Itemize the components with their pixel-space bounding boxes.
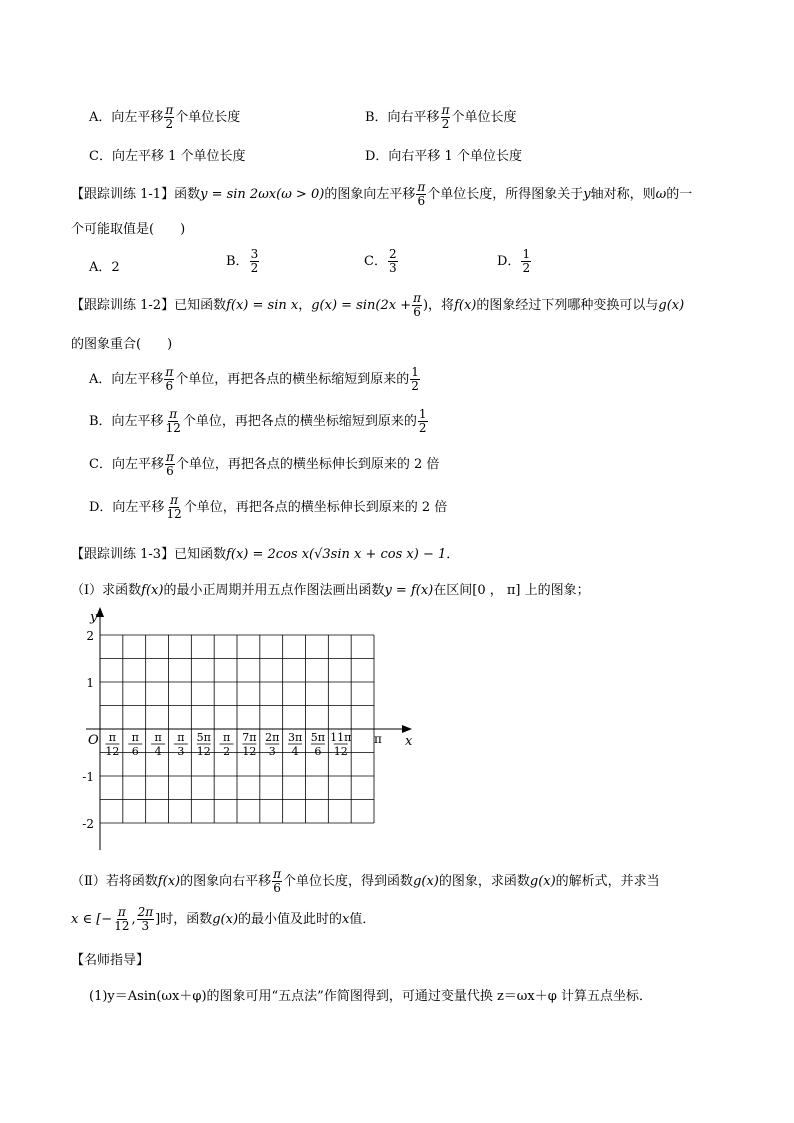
y-tick-label: 1 — [86, 676, 94, 690]
math-expression: y — [583, 187, 591, 202]
math-expression: g(x) — [658, 298, 685, 313]
training-1-1-stem-line2: 个可能取值是( ) — [71, 222, 186, 237]
option-a-label: A．向左平移 — [89, 110, 164, 125]
guide-text: (1)y＝Asin(ωx＋φ)的图象可用“五点法”作简图得到，可通过变量代换 z＝ωx＋φ 计算五点坐标． — [89, 989, 652, 1004]
stem-text: 个单位长度，所得图象关于 — [427, 187, 584, 202]
math-expression: ) — [422, 298, 429, 313]
option-text: 个单位，再把各点的横坐标伸长到原来的 2 倍 — [183, 500, 448, 515]
math-expression: g(x) = sin(2x + — [311, 298, 412, 313]
shift-fraction: $\frac{\pi}{6}$ — [273, 867, 282, 895]
t11-option-d — [497, 248, 532, 275]
math-expression: g(x) — [413, 874, 439, 889]
option-label: B． — [226, 254, 249, 269]
x-tick-denominator: 12 — [333, 745, 348, 758]
option-label: D．向左平移 — [89, 500, 165, 515]
part-label: （Ⅱ）若将函数 — [71, 874, 158, 889]
option-a-unit: 个单位长度 — [175, 110, 241, 125]
g-fraction: $\frac{\pi}{6}$ — [413, 291, 421, 319]
guide-title: 【名师指导】 — [71, 953, 150, 968]
stem-text: 的图象经过下列哪种变换可以与 — [476, 298, 659, 313]
stem-text: ，将 — [428, 298, 455, 313]
option-fraction: $\frac{\pi}{6}$ — [165, 365, 174, 393]
stem-text: ， — [298, 298, 312, 313]
stem-text: 已知函数 — [174, 547, 227, 562]
stem-text: 的最小值及此时的 — [238, 912, 343, 927]
x-tick-numerator: π — [177, 731, 185, 744]
x-tick-numerator: π — [131, 731, 139, 744]
training-tag: 【跟踪训练 1-2】 — [71, 298, 175, 313]
math-expression: f(x) — [454, 298, 477, 313]
x-tick-denominator: 6 — [131, 745, 139, 758]
interval-fraction-2: $\frac{2\pi}{3}$ — [137, 905, 154, 933]
math-expression: f(x) = 2cos x(√3sin x + cos x) − 1 — [226, 547, 447, 562]
stem-text: 个单位长度，得到函数 — [283, 874, 414, 889]
option-label: C． — [364, 254, 387, 269]
option-fraction: $\frac{\pi}{6}$ — [165, 450, 174, 478]
stem-text: 的解析式，并求当 — [555, 874, 660, 889]
math-expression: ω — [655, 187, 667, 202]
x-tick-denominator: 3 — [177, 745, 185, 758]
x-tick-denominator: 12 — [242, 745, 257, 758]
math-expression: g(x) — [529, 874, 556, 889]
part-2-text-line2 — [71, 906, 375, 933]
x-tick-denominator: 4 — [154, 745, 162, 758]
stem-text: 的图象向右平移 — [180, 874, 272, 889]
math-expression: g(x) — [212, 912, 239, 927]
option-text: 个单位，再把各点的横坐标缩短到原来的 — [182, 414, 417, 429]
option-a-fraction: $\frac{\pi}{2}$ — [165, 103, 174, 131]
option-label: D． — [497, 254, 521, 269]
x-tick-denominator: 12 — [196, 745, 211, 758]
x-tick-labels — [105, 731, 351, 758]
option-text: 个单位，再把各点的横坐标缩短到原来的 — [175, 372, 410, 387]
t11-option-c — [364, 248, 399, 275]
option-b-label: B．向右平移 — [365, 110, 440, 125]
x-tick-numerator: π — [222, 731, 231, 744]
x-axis-label: x — [405, 734, 413, 749]
option-d: D．向右平移 1 个单位长度 — [365, 149, 522, 164]
math-expression: x — [342, 912, 350, 927]
option-label: A．向左平移 — [89, 372, 164, 387]
option-fraction: $\frac{3}{2}$ — [250, 247, 259, 275]
ratio-fraction: $\frac{1}{2}$ — [418, 407, 427, 435]
x-axis-arrow — [402, 725, 412, 733]
x-tick-numerator: 3π — [287, 731, 303, 744]
stem-text: 在区间[0 ， π] 上的图象； — [433, 583, 590, 598]
interval-fraction-1: $\frac{\pi}{12}$ — [114, 905, 130, 933]
x-tick-numerator: 5π — [310, 731, 326, 744]
x-tick-numerator: 5π — [196, 731, 211, 744]
stem-text: 的一 — [666, 187, 693, 202]
stem-text: 轴对称，则 — [590, 187, 656, 202]
y-tick-labels — [82, 629, 94, 831]
training-tag: 【跟踪训练 1-1】 — [71, 187, 175, 202]
option-fraction: $\frac{2}{3}$ — [388, 247, 397, 275]
t11-option-a: A．2 — [89, 260, 120, 275]
stem-text: 函数 — [174, 187, 201, 202]
y-tick-label: -1 — [82, 770, 94, 784]
y-axis-label: y — [90, 610, 98, 625]
x-tick-numerator: 11π — [330, 731, 352, 744]
part-label: （Ⅰ）求函数 — [71, 583, 142, 598]
stem-text: ． — [446, 547, 460, 562]
t12-option-a — [89, 366, 421, 393]
math-expression: y = f(x) — [384, 583, 434, 598]
math-expression: x ∈ [− — [71, 912, 113, 927]
coordinate-grid — [78, 605, 418, 850]
y-tick-label: 2 — [86, 629, 94, 643]
option-label: C．向左平移 — [89, 457, 164, 472]
part-2-text — [71, 868, 660, 895]
option-fraction: $\frac{\pi}{12}$ — [165, 407, 181, 435]
x-tick-numerator: π — [108, 731, 117, 744]
stem-text: 值． — [349, 912, 376, 927]
x-tick-denominator: 3 — [268, 745, 276, 758]
x-tick-denominator: 4 — [291, 745, 299, 758]
option-text: 个单位，再把各点的横坐标伸长到原来的 2 倍 — [175, 457, 440, 472]
origin-label: O — [88, 733, 99, 748]
math-expression: f(x) = sin x — [226, 298, 299, 313]
ratio-fraction: $\frac{1}{2}$ — [411, 365, 419, 393]
t11-option-b — [226, 248, 260, 275]
math-expression: f(x) — [157, 874, 181, 889]
option-c: C．向左平移 1 个单位长度 — [89, 149, 246, 164]
x-tick-numerator: 7π — [242, 731, 257, 744]
stem-text: 的图象向左平移 — [324, 187, 416, 202]
option-fraction: $\frac{\pi}{12}$ — [166, 493, 182, 521]
t12-option-c — [89, 451, 439, 478]
t12-option-b — [89, 408, 429, 435]
math-expression: , — [131, 912, 136, 927]
x-tick-denominator: 6 — [314, 745, 322, 758]
stem-text: 已知函数 — [174, 298, 227, 313]
stem-text: 的最小正周期并用五点作图法画出函数 — [163, 583, 385, 598]
training-1-2-stem — [71, 292, 684, 319]
x-end-label: π — [374, 732, 382, 746]
x-tick-numerator: 2π — [265, 731, 280, 744]
option-label: B．向左平移 — [89, 414, 164, 429]
training-1-2-stem-line2: 的图象重合( ) — [71, 337, 173, 352]
option-fraction: $\frac{1}{2}$ — [522, 247, 531, 275]
option-b-unit: 个单位长度 — [451, 110, 517, 125]
option-a — [89, 104, 240, 131]
math-expression: y = sin 2ωx(ω > 0) — [200, 187, 325, 202]
stem-text: 的图象，求函数 — [438, 874, 530, 889]
part-1-text — [71, 579, 590, 598]
training-1-3-stem — [71, 543, 459, 562]
option-b — [365, 104, 516, 131]
shift-fraction: $\frac{\pi}{6}$ — [417, 180, 426, 208]
x-tick-denominator: 12 — [105, 745, 120, 758]
x-tick-denominator: 2 — [223, 745, 231, 758]
option-b-fraction: $\frac{\pi}{2}$ — [441, 103, 450, 131]
x-tick-numerator: π — [154, 731, 162, 744]
y-tick-label: -2 — [82, 817, 94, 831]
math-expression: f(x) — [141, 583, 164, 598]
stem-text: ]时，函数 — [155, 912, 213, 927]
t12-option-d — [89, 494, 447, 521]
training-tag: 【跟踪训练 1-3】 — [71, 547, 175, 562]
training-1-1-stem — [71, 181, 692, 208]
